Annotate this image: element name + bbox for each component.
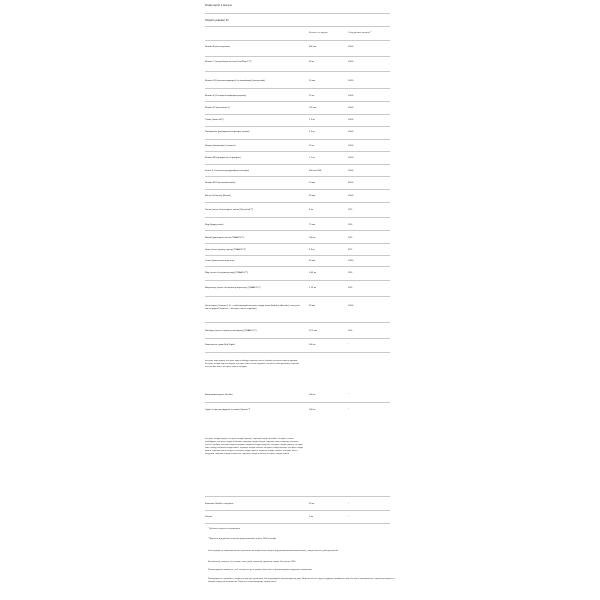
nutrient-name: Хром (хром Crominex® 3+, стабілізований екстракт плодів амли (Emblica officinalis) і екстракт листя ширші Primavie®, і екстракт листя спіруліни) [205,305,300,310]
nutrient-daily-value: 22% [348,209,353,211]
nutrient-daily-value: 100% [348,170,354,172]
divider [205,139,390,140]
nutrient-name: Молібден (хелат гліцинату молібдену) (TRAACS™) [205,330,257,332]
nutrient-daily-value: 100% [348,95,354,97]
nutrient-amount: 300 мг [309,344,316,346]
extra-row-0-name: Комплекс Bacillus coagulans [205,503,234,505]
nutrient-daily-value: 100% [348,157,354,159]
divider [205,510,390,511]
warning-text: Попередження: тримайте в недоступному для дітей місці. Не перевищуйте рекомендовану дозу. Якщо ви вагітні, годуєте грудьми, приймаєте ліки або маєте захворювання, проконсультуйтеся з лікарем перед застосуванням. Зберігати в прохолодному сухому місці. [208,578,395,583]
nutrient-amount: 20 мкг [309,80,316,82]
nutrient-name: Вітамін А (бета-каротин) [205,46,230,48]
nutrient-amount: 35 мкг [309,305,316,307]
divider [205,296,390,297]
nutrient-name: Вітамін B12 (метилкобаламін) [205,182,236,184]
divider [205,230,390,231]
nutrient-daily-value: 50% [348,330,353,332]
nutrient-amount: 22,5 мкг [309,330,318,332]
nutrient-amount: 10 мкг [309,182,316,184]
divider [205,88,390,89]
nutrient-daily-value: 24% [348,237,353,239]
nutrient-amount: 90 мг [309,61,315,63]
probiotic-amount: 100 мг [309,394,316,396]
divider [205,26,390,27]
nutrient-daily-value: 100% [348,131,354,133]
divider [205,114,390,115]
nutrient-name: Вітамін С (аскорбінова кислота PureWay-C™) [205,61,252,63]
suggested-use: Рекомендоване вживання: по 2 капсули на день разом з їжею або за рекомендацією медичного працівника. [208,569,313,571]
allergen-free-statement: Без пшениці, глютену, сої, молока, яєць, риби, молюсків, деревних горіхів. Не містить ГМО. [208,561,297,563]
extra-row-0-amount: 50 мг [309,503,315,505]
nutrient-name: Тіамін (тіамін HCl) [205,119,224,121]
extra-row-1-name: Пектин [205,516,213,518]
nutrient-daily-value: 100% [348,119,354,121]
nutrient-name: Селен (метилселеноцистеїн) [205,260,235,262]
nutrient-daily-value: 32% [348,249,353,251]
divider [205,189,390,190]
nutrient-amount: 16 мг [309,145,315,147]
nutrient-name: Залізо (хелат біслігліцинат заліза) (Ferrochel™) [205,209,254,211]
nutrient-name: Біотин (D-біотин) (Біотин) [205,195,231,197]
divider [205,151,390,152]
divider [205,217,390,218]
column-header-amount: Кількість на порцію [309,32,328,34]
nutrient-amount: 1,7 мг [309,157,315,159]
fruit-blend-description: екстракт плодів ацерти, екстракт плодів чорниці, порошок плодів брокколі, екстракт насіння грейпфрута, екстракт плодів обліпихи, порошок плодів яблука, порошок листя шпинату, екстракт насіння гарбуза, екстракт кореня моркви, порошок плодів полуниці, екстракт плодів гранату, екстракт листя кейлу, порошок плодів вишні, порошок плодів лохини, екстракт плодів малини, екстракт плодів ожини, порошок листя капусти, екстракт плодів буряка, порошок плодів томатів, екстракт листя петрушки, порошок плодів апельсина, порошок плодів ананасу, екстракт плодів бузини [205,438,304,455]
nutrient-amount: 4 мг [309,209,314,211]
column-header-dv: % від добової потреби** [348,32,372,34]
divider [205,176,390,177]
nutrient-name: Вітамін К2 (менахінон-7) [205,107,230,109]
nutrient-amount: 1,2 мг [309,119,315,121]
fruit-blend-dv: * [348,409,349,411]
nutrient-name: Цинк (хелат цитрату цинку) (TRAACS™) [205,249,246,251]
nutrient-amount: 3,5 мг [309,249,315,251]
divider [205,352,390,353]
divider [205,164,390,165]
nutrient-amount: 100 мг [309,237,316,239]
divider [205,126,390,127]
nutrient-amount: 15 мг [309,95,315,97]
nutrient-daily-value: 100% [348,61,354,63]
divider [205,496,390,497]
nutrient-daily-value: * [348,344,349,346]
nutrient-daily-value: 50% [348,272,353,274]
nutrient-name: Вітамін Е (D-альфа-токоферилсукцинат) [205,95,247,97]
other-ingredients: Інші інгредієнти: мікрокристалічна целюлоза, вегетаріанська капсула (гідроксипропілметилцелюлоза), стеарат магнію, діоксид кремнію. [208,550,339,552]
nutrient-name: Вітамін D3 (холекальциферол) (з лишайників) (веганський) [205,80,265,82]
footnote-daily-value: **Відсоток від добової потреби розрахований на дієті 2000 калорій. [208,538,277,540]
nutrient-amount: 120 мкг [309,107,317,109]
divider [205,101,390,102]
nutrient-daily-value: 100% [348,107,354,109]
nutrient-amount: 900 мкг [309,46,317,48]
extra-row-1-amount: 2 мг [309,516,314,518]
nutrient-daily-value: 100% [348,80,354,82]
fruit-blend-name: Суміш із цільних фруктів та овочів Sprouts™ [205,409,251,411]
nutrient-name: Марганець (хелат бісгліцинату марганцю) (TRAACS™) [205,287,261,289]
probiotic-name: Бацилюмкоагуланс Bacillus [205,394,233,396]
nutrient-amount: 1,15 мг [309,287,317,289]
nutrient-amount: 30 мкг [309,195,316,197]
nutrient-name: Магній (дигліцинат магнію TRAACS™) [205,237,244,239]
nutrient-name: Мідь (хелат бісгліцинату міді) (TRAACS™) [205,272,248,274]
divider [205,71,390,72]
divider [205,255,390,256]
extra-row-0-dv: * [348,503,349,505]
blend-description: екстракт кори кориці, екстракт кореня імбиру, порошок листя базиліку, екстракт кореня куркуми, екстракт плодів чорного перцю, екстракт листя м'яти перцевої, екстракт квітів ромашки, порошок насіння фенхелю, екстракт кореня солодки [205,360,299,368]
nutrient-name: Ніацин (ніацинамід / інозитол) [205,145,236,147]
nutrient-amount: 75 мкг [309,224,316,226]
divider [205,523,390,524]
nutrient-name: Вітамін B6 (піридоксаль-5-фосфат) [205,157,241,159]
nutrient-amount: 1,3 мг [309,131,315,133]
nutrient-name: Рибофлавін (рибофлавін-5-фосфат натрію) [205,131,250,133]
nutrient-name: Фолат (L-5-метилтетрагідрофолат кальцію) [205,170,249,172]
divider [205,402,390,403]
divider [205,202,390,203]
divider [205,338,390,339]
nutrient-daily-value: 50% [348,287,353,289]
nutrient-daily-value: 100% [348,46,354,48]
nutrient-amount: 400 мкг DFE [309,170,322,172]
serving-size: Розмір порції: 2 капсули [205,4,232,7]
divider [205,13,390,14]
divider [205,56,390,57]
nutrient-amount: 0,45 мг [309,272,317,274]
divider [205,266,390,267]
servings-per-container: Порцій в упаковці: 30 [205,19,229,22]
extra-row-1-dv: * [348,516,349,518]
fruit-blend-amount: 200 мг [309,409,316,411]
footnote-not-established: * Добова потреба не визначена [208,528,240,530]
supplement-facts-panel [205,0,395,600]
nutrient-name: Комплексна суміш Bird Digital [205,344,235,346]
divider [205,322,390,323]
nutrient-daily-value: 100% [348,145,354,147]
nutrient-daily-value: 100% [348,195,354,197]
divider [205,243,390,244]
nutrient-daily-value: 100% [348,305,354,307]
nutrient-name: Йод (йодид калію) [205,224,224,226]
divider [205,40,390,41]
nutrient-daily-value: 420% [348,182,354,184]
nutrient-daily-value: 50% [348,224,353,226]
nutrient-daily-value: 109% [348,260,354,262]
nutrient-amount: 60 мкг [309,260,316,262]
probiotic-dv: * [348,394,349,396]
divider [205,280,390,281]
